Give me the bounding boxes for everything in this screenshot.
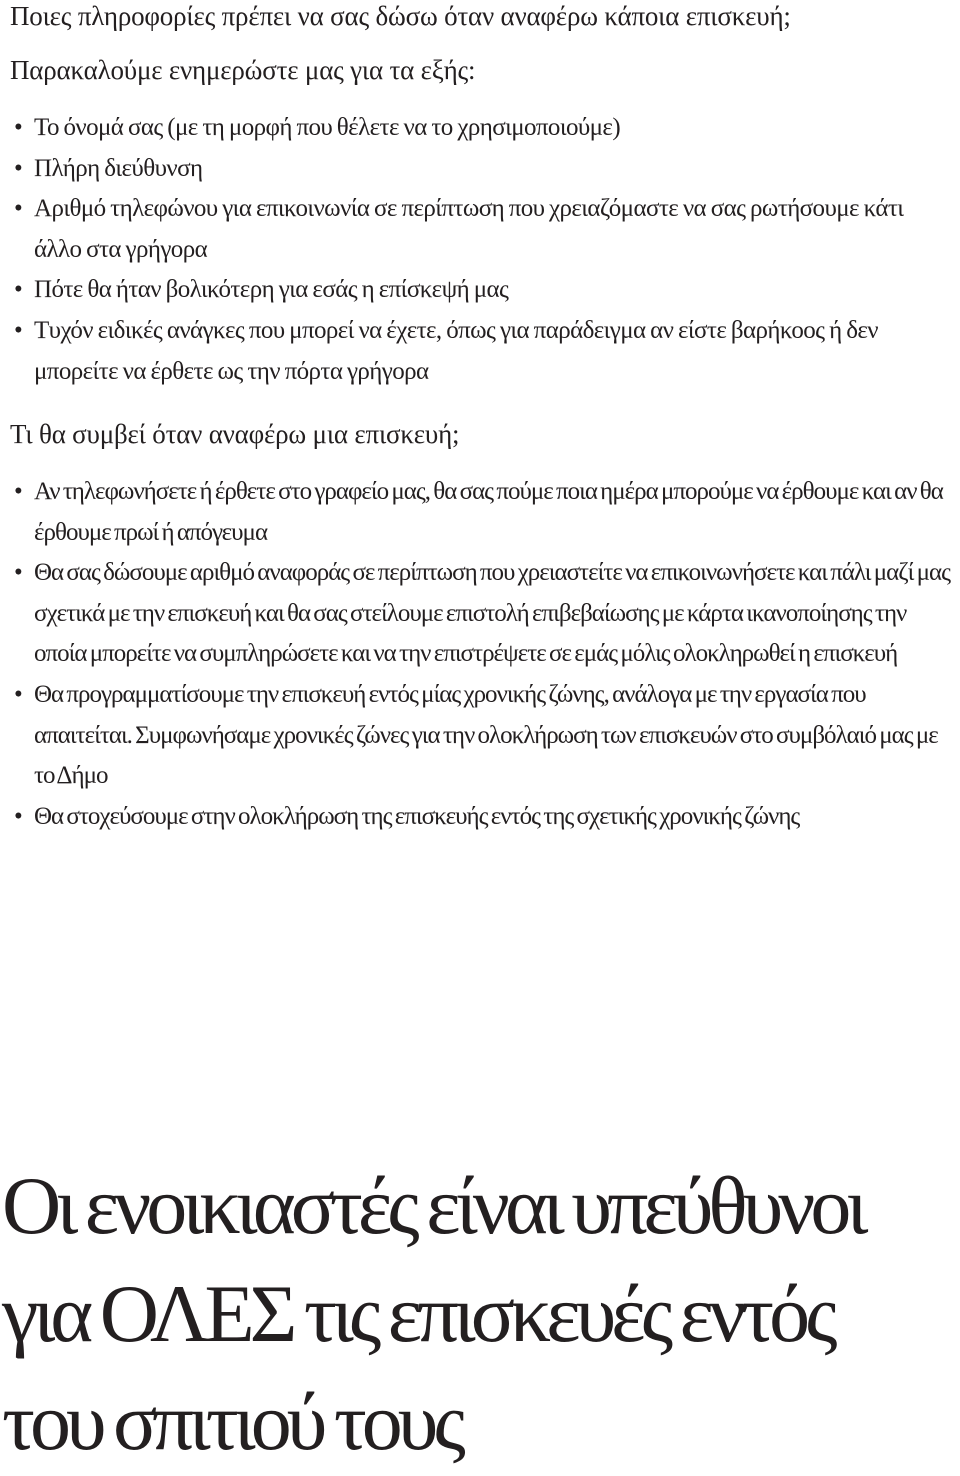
bullet-icon: • <box>14 276 23 304</box>
statement-line-1: Οι ενοικιαστές είναι υπεύθυνοι <box>2 1160 864 1251</box>
bullet-icon: • <box>14 478 22 505</box>
list-item: • Θα προγραμματίσουμε την επισκευή εντός μίας χρονικής ζώνης, ανάλογα με την εργασία που απαιτείται. Συμφωνήσαμε χρονικές ζώνες για την ολοκλήρωση των επισκευών στο συμβόλαιό μας με το Δήμο <box>0 675 950 797</box>
list-item: • Αν τηλεφωνήσετε ή έρθετε στο γραφείο μας, θα σας πούμε ποια ημέρα μπορούμε να έρθουμε και αν θα έρθουμε πρωί ή απόγευμα <box>0 472 950 553</box>
list-item: • Το όνομά σας (με τη μορφή που θέλετε να το χρησιμοποιούμε) <box>0 108 950 149</box>
section1-list <box>0 108 950 392</box>
statement-line-3: του σπιτιού τους <box>2 1376 461 1467</box>
bullet-icon: • <box>14 680 22 708</box>
section1-intro: Παρακαλούμε ενημερώστε μας για τα εξής: <box>10 55 476 85</box>
statement-line-2: για ΟΛΕΣ τις επισκευές εντός <box>2 1268 833 1359</box>
list-item: • Τυχόν ειδικές ανάγκες που μπορεί να έχετε, όπως για παράδειγμα αν είστε βαρήκοος ή δεν μπορείτε να έρθετε ως την πόρτα γρήγορα <box>0 311 950 392</box>
section2-list <box>0 472 950 837</box>
list-item: • Πότε θα ήταν βολικότερη για εσάς η επίσκεψή μας <box>0 270 950 311</box>
list-item: • Αριθμό τηλεφώνου για επικοινωνία σε περίπτωση που χρειαζόμαστε να σας ρωτήσουμε κάτι άλλο στα γρήγορα <box>0 189 950 270</box>
bullet-icon: • <box>14 195 23 223</box>
bullet-icon: • <box>14 802 22 830</box>
list-item: • Θα στοχεύσουμε στην ολοκλήρωση της επισκευής εντός της σχετικής χρονικής ζώνης <box>0 797 950 838</box>
bullet-icon: • <box>14 114 23 141</box>
section1-question: Ποιες πληροφορίες πρέπει να σας δώσω όταν αναφέρω κάποια επισκευή; <box>10 1 791 31</box>
bullet-icon: • <box>14 316 23 344</box>
bullet-icon: • <box>14 559 22 587</box>
list-item: • Θα σας δώσουμε αριθμό αναφοράς σε περίπτωση που χρειαστείτε να επικοινωνήσετε και πάλι μαζί μας σχετικά με την επισκευή και θα σας στείλουμε επιστολή επιβεβαίωσης με κάρτα ικανοποίησης την οποία μπορείτε να συμπληρώσετε και να την επιστρέψετε σε εμάς μόλις ολοκληρωθεί η επισκευή <box>0 553 950 675</box>
list-item: • Πλήρη διεύθυνση <box>0 149 950 190</box>
section2-question: Τι θα συμβεί όταν αναφέρω μια επισκευή; <box>10 419 460 449</box>
bullet-icon: • <box>14 154 23 182</box>
tenant-responsibility-statement <box>2 1152 960 1476</box>
